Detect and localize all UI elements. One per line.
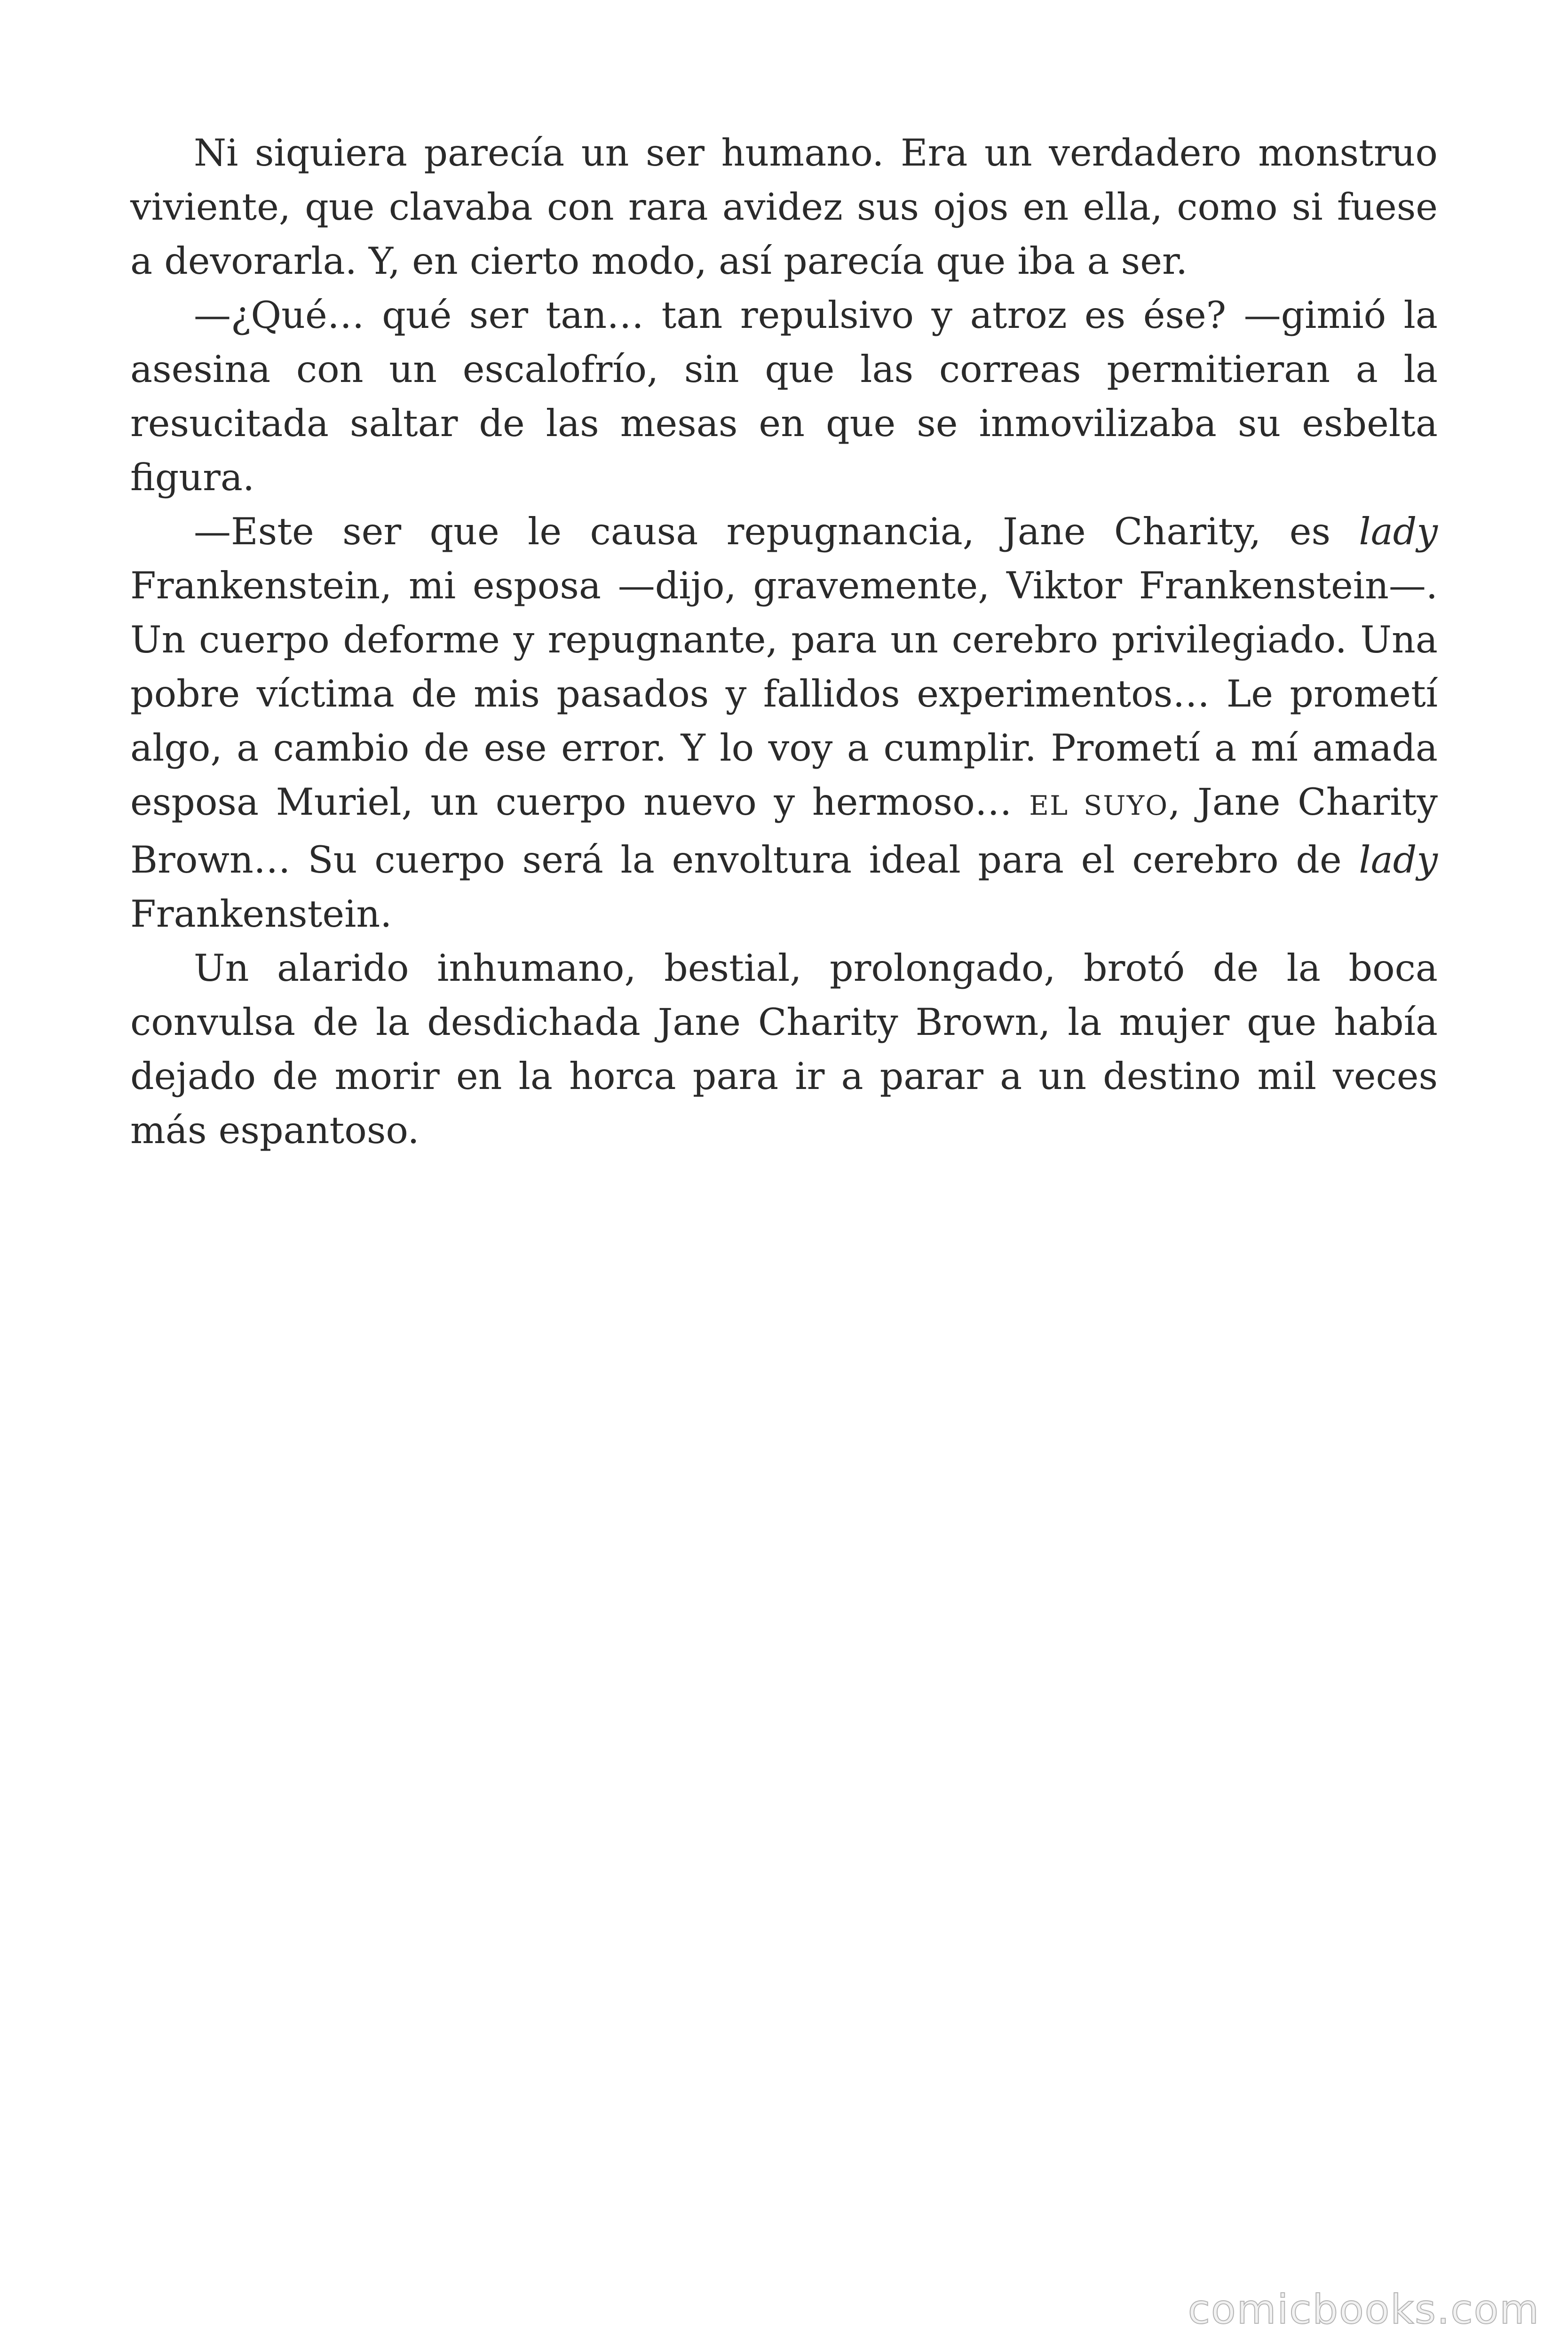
paragraph-3-text-part-1: —Este ser que le causa repugnancia, Jane Charity, es: [194, 510, 1359, 553]
paragraph-2: [130, 288, 1438, 505]
paragraph-3: [130, 505, 1438, 941]
paragraph-3-italic-lady-1: lady: [1359, 510, 1438, 553]
paragraph-4: [130, 941, 1438, 1158]
paragraph-1-text: Ni siquiera parecía un ser humano. Era un verdadero monstruo viviente, que clavaba con rara avidez sus ojos en ella, como si fuese a devorarla. Y, en cierto modo, así parecía que iba a ser.: [130, 131, 1438, 283]
paragraph-4-text: Un alarido inhumano, bestial, prolongado, brotó de la boca convulsa de la desdichada Jane Charity Brown, la mujer que había dejado de morir en la horca para ir a parar a un destino mil veces más espantoso.: [130, 946, 1438, 1152]
paragraph-3-text-part-2: Frankenstein, mi esposa —dijo, gravemente, Viktor Frankenstein—. Un cuerpo deforme y repugnante, para un cerebro privilegiado. Una pobre víctima de mis pasados y fallidos experimentos… Le prometí algo, a cambio de ese error. Y lo voy a cumplir. Prometí a mí amada esposa Muriel, un cuerpo nuevo y hermoso…: [130, 564, 1438, 824]
paragraph-2-text: —¿Qué… qué ser tan… tan repulsivo y atroz es ése? —gimió la asesina con un escalofrío, sin que las correas permitieran a la resucitada saltar de las mesas en que se inmovilizaba su esbelta figura.: [130, 294, 1438, 499]
watermark: comicbooks.com: [1188, 2286, 1540, 2333]
paragraph-3-text-part-3: , Jane Charity Brown… Su cuerpo será la envoltura ideal para el cerebro de: [130, 780, 1438, 882]
paragraph-3-text-part-4: Frankenstein.: [130, 892, 392, 936]
paragraph-3-italic-lady-2: lady: [1359, 838, 1438, 882]
body-text: [130, 126, 1438, 1158]
paragraph-1: [130, 126, 1438, 288]
paragraph-3-smallcaps: EL SUYO: [1029, 790, 1169, 821]
